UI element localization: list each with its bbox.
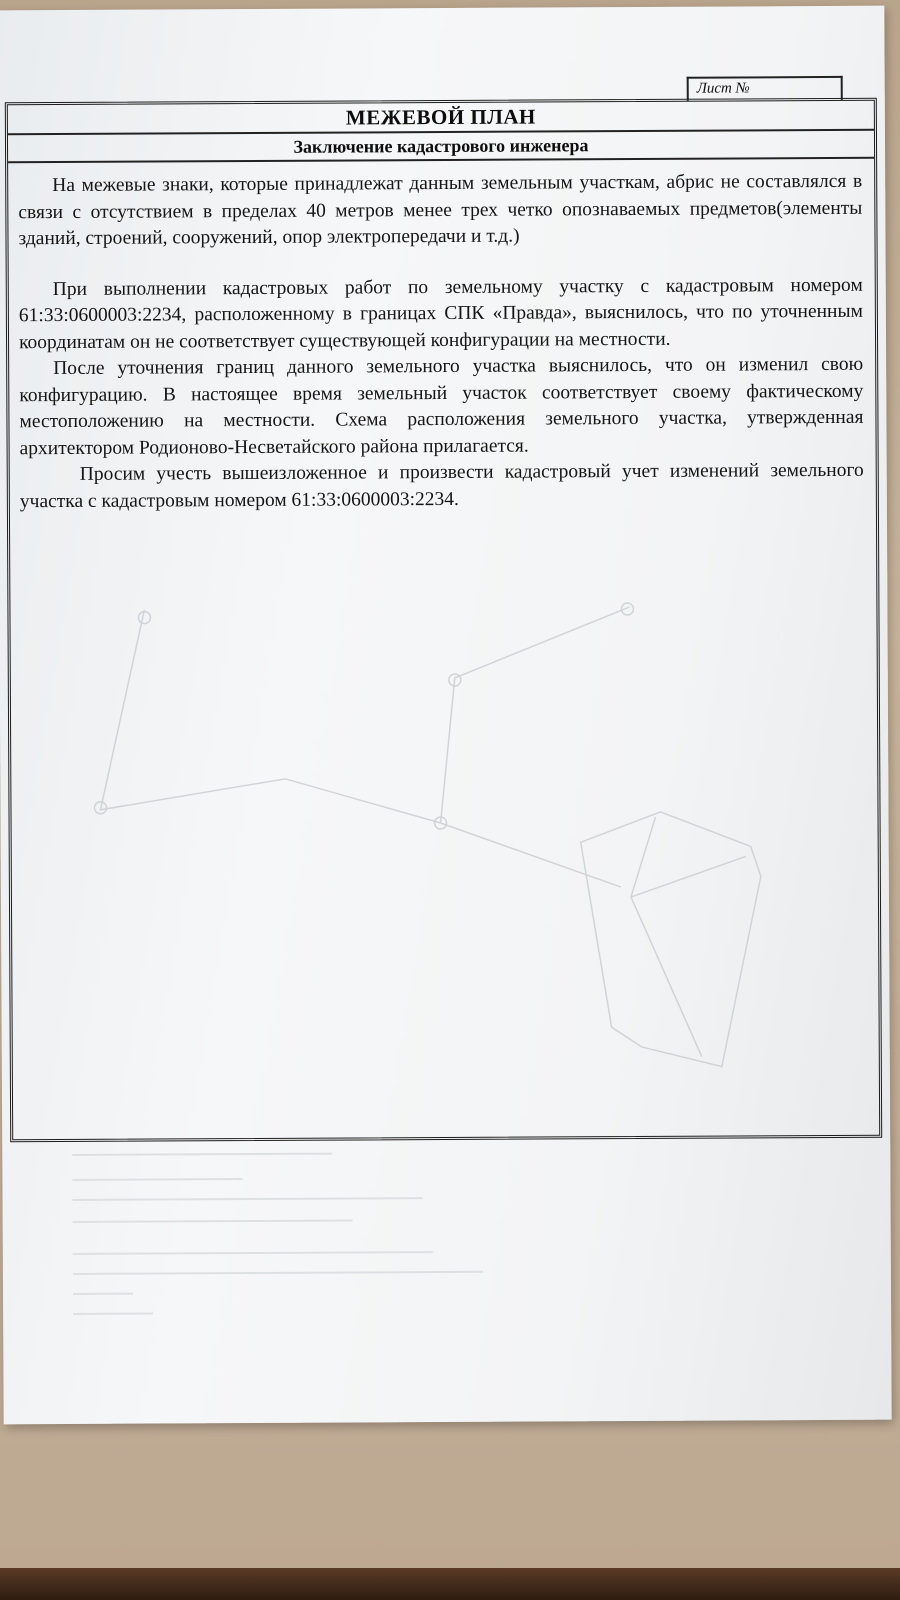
paragraph-request: Просим учесть вышеизложенное и произвести кадастровый учет изменений земельного участка с кадастровым номером 61:33:0600003:2234. [19, 459, 864, 512]
table-edge [0, 1568, 900, 1600]
page-title: МЕЖЕВОЙ ПЛАН [8, 101, 874, 136]
conclusion-text [8, 159, 876, 516]
section-subtitle: Заключение кадастрового инженера [8, 131, 874, 164]
paragraph-abris: На межевые знаки, которые принадлежат данным земельным участкам, абрис не составлялся в связи с отсутствием в пределах 40 метров менее трех четко опознаваемых предметов(элементы зданий, строений, сооружений, опор электропередачи и т.д.) [18, 170, 863, 250]
sheet-number-label: Лист № [696, 80, 750, 97]
paragraph-boundary-update: После уточнения границ данного земельного участка выяснилось, что он изменил свою конфигурацию. В настоящее время земельный участок соответствует своему фактическому местоположению на местности. Схема расположения земельного участка, утвержденная архитектором Родионово-Несветайского района прилагается. [19, 353, 864, 459]
paragraph-cadastral-works: При выполнении кадастровых работ по земельному участку с кадастровым номером 61:33:0600003:2234, расположенному в границах СПК «Правда», выяснилось, что по уточненным координатам он не соответствует существующей конфигурации на местности. [18, 274, 863, 353]
document-sheet [0, 6, 892, 1425]
sheet-number-box [687, 76, 843, 101]
document-frame [5, 98, 882, 1143]
